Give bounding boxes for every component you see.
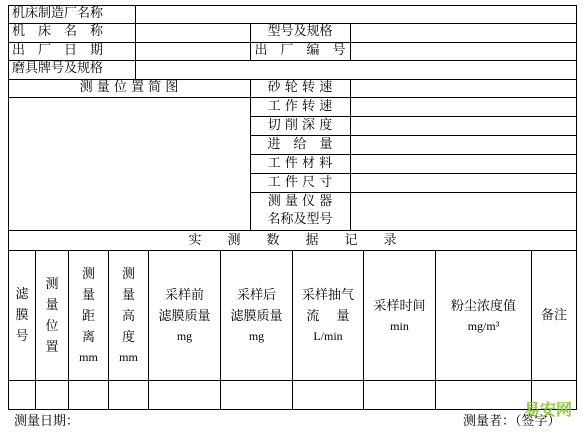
col-height: 测 量 高 度 mm bbox=[119, 267, 138, 364]
col-remarks: 备注 bbox=[540, 308, 567, 323]
col-filter-no: 滤 膜 号 bbox=[15, 287, 29, 344]
param-size: 工 件 尺 寸 bbox=[267, 175, 333, 190]
param-work-speed: 工 作 转 速 bbox=[267, 99, 333, 114]
watermark-logo: 易安网 bbox=[523, 400, 572, 419]
param-feed: 进 给 量 bbox=[267, 137, 333, 152]
col-flow-rate: 采样抽气 流 量 L/min bbox=[301, 288, 354, 343]
position-diagram-label: 测 量 位 置 简 图 bbox=[79, 80, 179, 95]
records-title: 实 测 数 据 记 录 bbox=[188, 233, 397, 248]
param-cut-depth: 切 削 深 度 bbox=[267, 118, 333, 133]
machine-name-label: 机 床 名 称 bbox=[12, 24, 104, 39]
instrument-label-line1: 测 量 仪 器 bbox=[267, 194, 333, 209]
col-mass-after: 采样后 滤膜质量 mg bbox=[230, 288, 283, 343]
param-material: 工 件 材 料 bbox=[267, 156, 333, 171]
measurement-date-label: 测量日期： bbox=[14, 414, 80, 429]
col-position: 测 量 位 置 bbox=[45, 276, 59, 355]
factory-date-label: 出 厂 日 期 bbox=[12, 43, 104, 58]
param-wheel-speed: 砂 轮 转 速 bbox=[267, 80, 333, 95]
col-mass-before: 采样前 滤膜质量 mg bbox=[158, 288, 211, 343]
factory-name-label: 机床制造厂名称 bbox=[12, 6, 104, 21]
col-distance: 测 量 距 离 mm bbox=[79, 267, 98, 364]
col-dust-concentration: 粉尘浓度值 mg/m³ bbox=[450, 298, 516, 333]
col-sample-time: 采样时间 min bbox=[373, 298, 426, 333]
serial-number-label: 出 厂 编 号 bbox=[254, 43, 346, 58]
signer-label: 测量者：（签字） bbox=[463, 414, 561, 429]
model-label: 型号及规格 bbox=[267, 24, 333, 39]
grinder-spec-label: 磨具牌号及规格 bbox=[12, 61, 104, 76]
instrument-label-line2: 名称及型号 bbox=[267, 212, 333, 227]
